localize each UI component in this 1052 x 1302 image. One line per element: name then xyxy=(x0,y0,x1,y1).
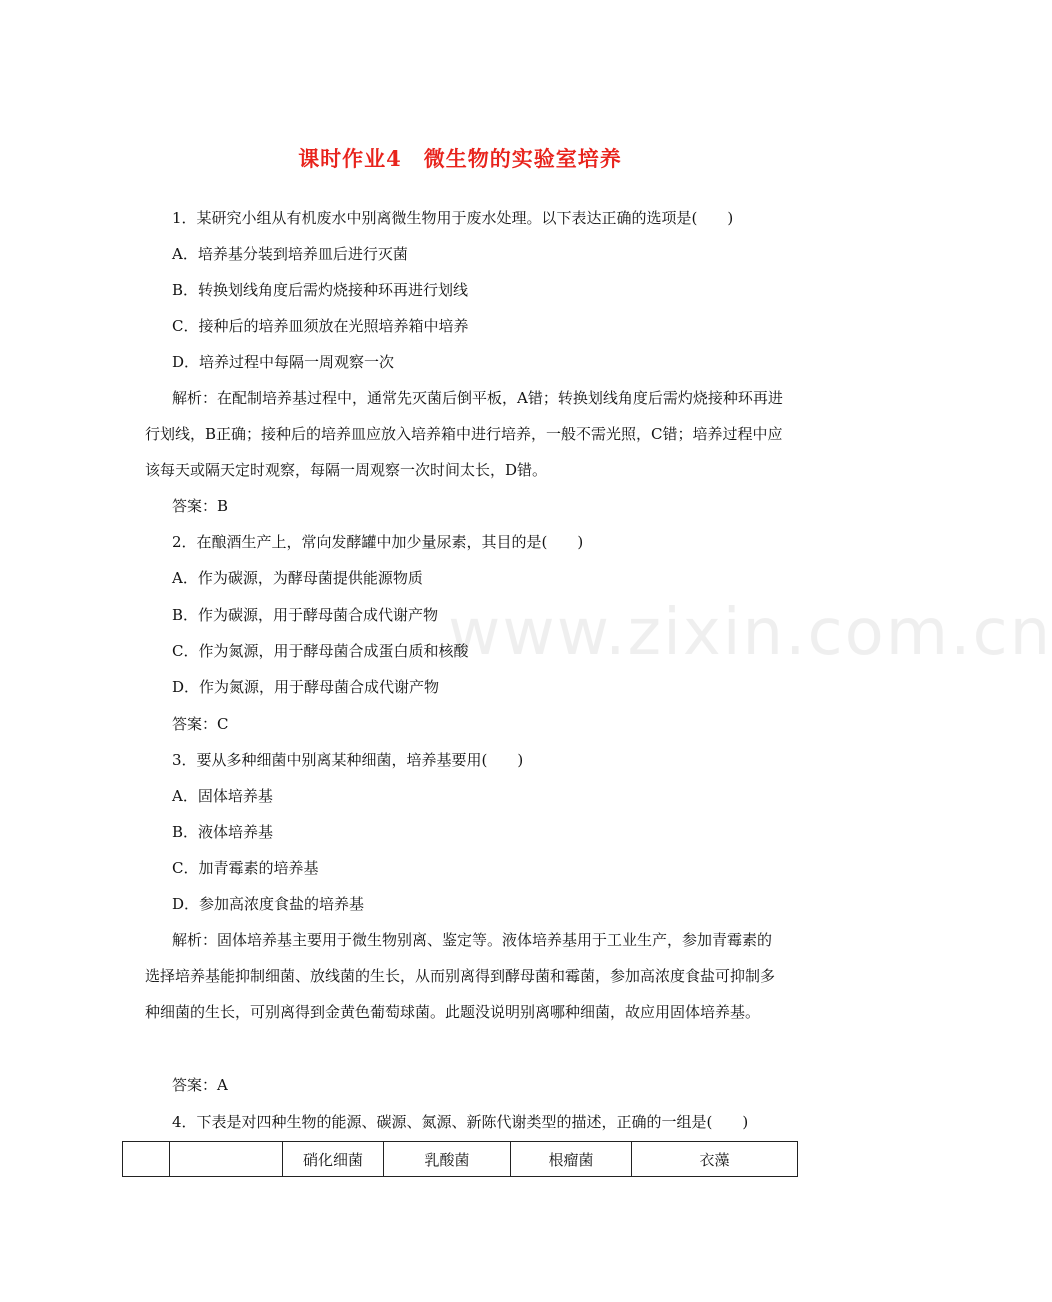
question-3-option-c: C．加青霉素的培养基 xyxy=(172,859,319,877)
table-header-row xyxy=(123,1142,798,1177)
table-header-cell: 根瘤菌 xyxy=(511,1142,632,1177)
question-1-option-a: A．培养基分装到培养皿后进行灭菌 xyxy=(172,245,408,263)
question-1-answer: 答案：B xyxy=(172,497,229,515)
organism-table xyxy=(122,1141,798,1177)
table-cell xyxy=(123,1142,170,1177)
question-2-option-d: D．作为氮源，用于酵母菌合成代谢产物 xyxy=(172,678,440,696)
question-1-option-b: B．转换划线角度后需灼烧接种环再进行划线 xyxy=(172,281,469,299)
table-header-cell: 衣藻 xyxy=(632,1142,798,1177)
question-2-answer: 答案：C xyxy=(172,715,229,733)
question-1-option-c: C．接种后的培养皿须放在光照培养箱中培养 xyxy=(172,317,469,335)
page-title: 课时作业4 微生物的实验室培养 xyxy=(298,146,622,171)
table-cell xyxy=(170,1142,283,1177)
question-2-option-b: B．作为碳源，用于酵母菌合成代谢产物 xyxy=(172,606,439,624)
question-3-answer: 答案：A xyxy=(172,1076,228,1094)
question-3-analysis: 解析：固体培养基主要用于微生物别离、鉴定等。液体培养基用于工业生产，参加青霉素的选择培养基能抑制细菌、放线菌的生长，从而别离得到酵母菌和霉菌，参加高浓度食盐可抑制多种细菌的生长，可别离得到金黄色葡萄球菌。此题没说明别离哪种细菌，故应用固体培养基。 xyxy=(145,931,776,1021)
table-header-cell: 乳酸菌 xyxy=(384,1142,511,1177)
question-2-option-a: A．作为碳源，为酵母菌提供能源物质 xyxy=(172,569,423,587)
question-1-option-d: D．培养过程中每隔一周观察一次 xyxy=(172,353,395,371)
question-3-option-d: D．参加高浓度食盐的培养基 xyxy=(172,895,365,913)
watermark: www.zixin.com.cn xyxy=(448,596,1052,670)
question-3-option-b: B．液体培养基 xyxy=(172,823,274,841)
question-4-stem: 4．下表是对四种生物的能源、碳源、氮源、新陈代谢类型的描述，正确的一组是( ) xyxy=(172,1113,749,1131)
question-3-option-a: A．固体培养基 xyxy=(172,787,273,805)
question-1-stem: 1．某研究小组从有机废水中别离微生物用于废水处理。以下表达正确的选项是( ) xyxy=(172,209,734,227)
question-3-stem: 3．要从多种细菌中别离某种细菌，培养基要用( ) xyxy=(172,751,524,769)
question-1-analysis: 解析：在配制培养基过程中，通常先灭菌后倒平板，A错；转换划线角度后需灼烧接种环再进行划线，B正确；接种后的培养皿应放入培养箱中进行培养，一般不需光照，C错；培养过程中应该每天或隔天定时观察，每隔一周观察一次时间太长，D错。 xyxy=(145,389,783,479)
question-2-option-c: C．作为氮源，用于酵母菌合成蛋白质和核酸 xyxy=(172,642,469,660)
table-header-cell: 硝化细菌 xyxy=(283,1142,384,1177)
question-2-stem: 2．在酿酒生产上，常向发酵罐中加少量尿素，其目的是( ) xyxy=(172,533,584,551)
